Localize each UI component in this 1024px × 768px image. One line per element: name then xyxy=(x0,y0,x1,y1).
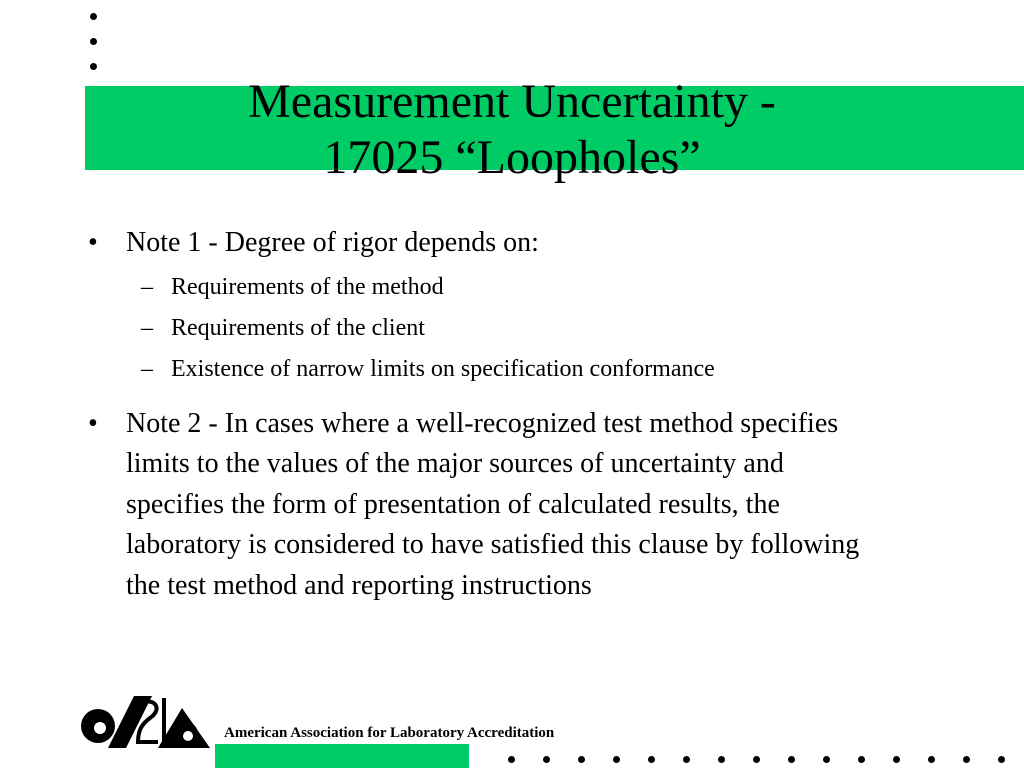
decorative-dot xyxy=(718,756,725,763)
bullet-marker: • xyxy=(88,407,98,439)
subbullet-text: Existence of narrow limits on specification conformance xyxy=(171,355,715,382)
decorative-dot xyxy=(90,13,97,20)
footer-accent-strip xyxy=(215,744,469,768)
subbullet-marker: – xyxy=(141,273,153,300)
decorative-dot xyxy=(963,756,970,763)
decorative-dot xyxy=(578,756,585,763)
a2la-logo-icon xyxy=(78,690,214,750)
slide-title xyxy=(85,74,939,186)
slide-body xyxy=(88,223,888,606)
decorative-dot xyxy=(858,756,865,763)
subbullet-item xyxy=(88,308,888,349)
decorative-dot xyxy=(823,756,830,763)
organization-name: American Association for Laboratory Accreditation xyxy=(224,725,555,741)
decorative-dot xyxy=(543,756,550,763)
bullet-text: Note 1 - Degree of rigor depends on: xyxy=(126,227,539,258)
decorative-dot xyxy=(928,756,935,763)
subbullet-marker: – xyxy=(141,314,153,341)
bullet-note-2 xyxy=(88,404,888,607)
decorative-dot xyxy=(90,38,97,45)
decorative-dot xyxy=(683,756,690,763)
bullet-marker: • xyxy=(88,227,98,258)
subbullet-item xyxy=(88,267,888,308)
subbullet-item xyxy=(88,349,888,390)
decorative-dot xyxy=(508,756,515,763)
decorative-dot xyxy=(998,756,1005,763)
decorative-dot xyxy=(613,756,620,763)
decorative-dot xyxy=(788,756,795,763)
decorative-dot xyxy=(648,756,655,763)
slide-title-line: Measurement Uncertainty - xyxy=(248,75,776,128)
subbullet-marker: – xyxy=(141,355,153,382)
slide-title-line: 17025 “Loopholes” xyxy=(323,131,701,184)
decorative-dot xyxy=(753,756,760,763)
decorative-dot xyxy=(893,756,900,763)
subbullet-text: Requirements of the client xyxy=(171,314,425,341)
bullet-note-1 xyxy=(88,223,888,264)
subbullet-text: Requirements of the method xyxy=(171,273,444,300)
decorative-dot xyxy=(90,63,97,70)
subbullet-list xyxy=(88,267,888,390)
bullet-text: Note 2 - In cases where a well-recognized test method specifies limits to the values of the major sources of uncertainty and specifies the form of presentation of calculated results, the laboratory is considered to have satisfied this clause by following the test method and reporting instructions xyxy=(126,407,860,601)
